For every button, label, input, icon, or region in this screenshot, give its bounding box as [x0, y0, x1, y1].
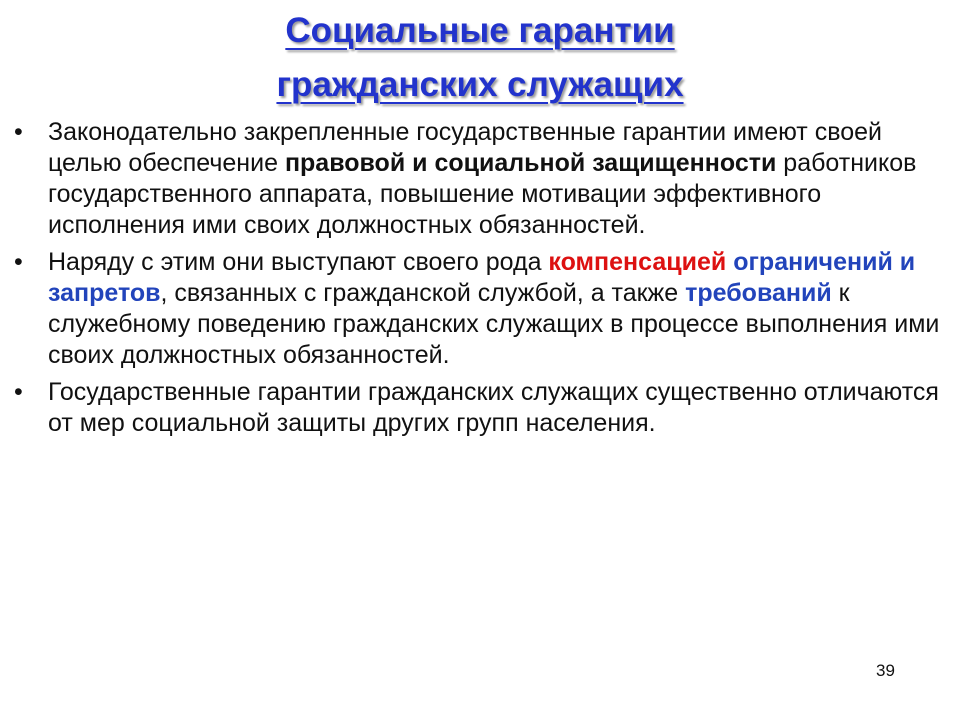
bullet-2-blue-highlight-2: требований	[685, 279, 832, 307]
bullet-1-text: Законодательно закрепленные государственные гарантии имеют своей целью обеспечение	[48, 118, 882, 177]
bullet-2-blue-highlight-1: ограничений и запретов	[48, 248, 916, 307]
page-number: 39	[876, 661, 895, 680]
bullet-2-red-highlight: компенсацией	[548, 248, 727, 276]
title-line-1: Социальные гарантии	[285, 11, 675, 50]
title-line-2: гражданских служащих	[276, 65, 684, 104]
bullet-1-bold: правовой и социальной защищенности	[284, 149, 777, 177]
bullet-1-text-end: работников государственного аппарата, повышение мотивации эффективного исполнения ими своих должностных обязанностей.	[48, 149, 917, 239]
bullet-2-text-end: к служебному поведению гражданских служащих в процессе выполнения ими своих должностных обязанностей.	[48, 279, 940, 369]
bullet-dot: •	[14, 378, 23, 406]
bullet-item-2	[12, 247, 948, 371]
bullet-item-1	[12, 117, 948, 241]
bullet-list	[12, 117, 948, 445]
bullet-dot: •	[14, 118, 23, 146]
bullet-2-text-mid: , связанных с гражданской службой, а также	[160, 279, 686, 307]
bullet-3-text: Государственные гарантии гражданских служащих существенно отличаются от мер социальной защиты других групп населения.	[48, 378, 939, 437]
bullet-dot: •	[14, 248, 23, 276]
bullet-2-text: Наряду с этим они выступают своего рода	[48, 248, 549, 276]
slide-title	[0, 4, 960, 112]
bullet-item-3	[12, 377, 948, 439]
